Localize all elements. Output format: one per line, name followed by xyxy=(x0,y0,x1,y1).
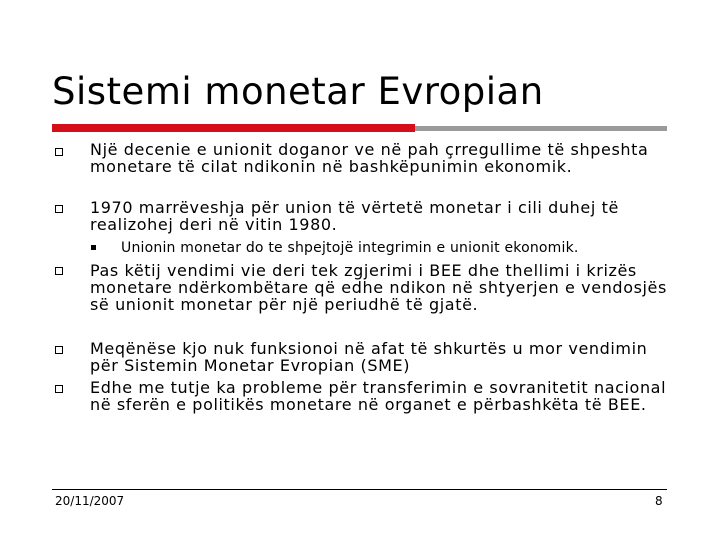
bullet-marker xyxy=(55,385,63,393)
bullet-item-1: Një decenie e unionit doganor ve në pah çrregullime të shpeshta monetare të cilat ndikonin në bashkëpunimin ekonomik. xyxy=(90,140,649,176)
slide-title: Sistemi monetar Evropian xyxy=(52,70,544,113)
bullet-marker xyxy=(55,346,63,354)
sub-bullet-item-1: Unionin monetar do te shpejtojë integrimin e unionit ekonomik. xyxy=(121,240,579,256)
bullet-marker xyxy=(55,148,63,156)
sub-bullet-marker xyxy=(91,245,96,250)
bullet-marker xyxy=(55,205,63,213)
bullet-item-2: 1970 marrëveshja për union të vërtetë monetar i cili duhej të realizohej deri në vitin 1980. xyxy=(90,198,619,234)
bullet-item-4: Meqënëse kjo nuk funksionoi në afat të shkurtës u mor vendimin për Sistemin Monetar Evropian (SME) xyxy=(90,339,648,375)
bullet-marker xyxy=(55,267,63,275)
title-underline xyxy=(52,124,667,132)
footer-divider xyxy=(52,489,667,490)
footer-date: 20/11/2007 xyxy=(55,494,125,508)
title-underline-gray xyxy=(415,126,667,131)
bullet-item-3: Pas këtij vendimi vie deri tek zgjerimi i BEE dhe thellimi i krizës monetare ndërkombëtare që edhe ndikon në shtyerjen e vendosjës së unionit monetar për një periudhë të gjatë. xyxy=(90,261,667,314)
title-underline-red xyxy=(52,124,415,132)
bullet-item-5: Edhe me tutje ka probleme për transferimin e sovranitetit nacional në sferën e politikës monetare në organet e përbashkëta të BEE. xyxy=(90,378,667,414)
page-number: 8 xyxy=(655,494,663,508)
